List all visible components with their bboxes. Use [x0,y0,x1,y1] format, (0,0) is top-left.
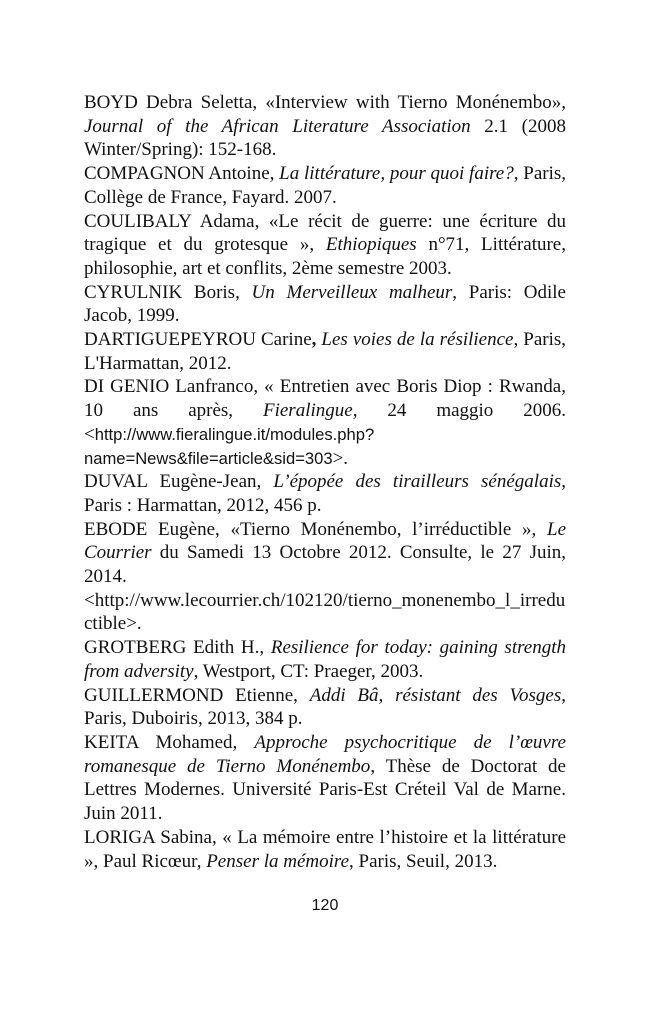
entry-text: DUVAL Eugène-Jean, [84,471,274,493]
bibliography-entry [84,518,566,637]
bibliography-entry [84,470,566,517]
page-number: 120 [311,897,339,914]
bibliography-list [84,91,566,873]
entry-title: Ethiopiques [325,234,417,256]
bibliography-entry [84,162,566,209]
entry-title: Addi Bâ, résistant des Vosges [309,684,562,706]
bibliography-entry [84,636,566,683]
entry-text: LORIGA Sabina, « La mémoire entre l’histoire et la littérature », Paul Ricœur, [84,826,566,872]
bibliography-entry [84,375,566,470]
entry-text: , 24 maggio 2006. < [84,400,566,445]
entry-text: DI GENIO Lanfranco, « Entretien avec Boris Diop : Rwanda, 10 ans après, [84,376,566,422]
entry-text: BOYD Debra Seletta, «Interview with Tierno Monénembo», [84,92,566,113]
bibliography-entry [84,684,566,731]
entry-title: L’épopée des tirailleurs sénégalais [273,471,562,493]
entry-text: , Paris: Odile Jacob, 1999. [84,281,566,327]
bibliography-entry [84,210,566,281]
entry-text: GROTBERG Edith H., [84,637,271,659]
entry-text: EBODE Eugène, «Tierno Monénembo, l’irréductible », [84,518,547,540]
bibliography-entry [84,731,566,826]
bibliography-entry [84,91,566,162]
bibliography-entry [84,281,566,328]
entry-text: DARTIGUEPEYROU Carine [84,329,312,351]
entry-title: Fieralingue [262,400,353,422]
entry-title: Un Merveilleux malheur [251,281,453,303]
bibliography-entry [84,826,566,873]
entry-text: , Paris, L'Harmattan, 2012. [84,329,566,374]
entry-text: CYRULNIK Boris, [84,281,252,303]
entry-title: Penser la mémoire [206,850,350,872]
entry-text: COULIBALY Adama, «Le récit de guerre: une écriture du tragique et du grotesque », [84,210,566,256]
entry-text: 2.1 (2008 Winter/Spring): 152-168. [84,115,567,161]
entry-title: Les voies de la résilience [321,329,514,351]
entry-text: , Thèse de Doctorat de Lettres Modernes. Université Paris-Est Créteil Val de Marne. Juin 2011. [84,755,566,825]
entry-url: http://www.fieralingue.it/modules.php?name=News&file=article&sid=303 [84,424,375,468]
entry-text: COMPAGNON Antoine, [84,163,280,185]
entry-text: , Westport, CT: Praeger, 2003. [193,660,424,682]
entry-title: La littérature, pour quoi faire? [279,163,514,185]
entry-bold-text: , [311,329,317,351]
entry-text: du Samedi 13 Octobre 2012. Consulte, le 27 Juin, 2014. <http://www.lecourrier.ch/102120/tierno_monenembo_l_irreductible>. [84,542,566,635]
entry-title: Le Courrier [84,518,566,564]
entry-title: Resilience for today: gaining strength from adversity [84,637,566,682]
entry-text: , Paris, Seuil, 2013. [349,850,498,872]
entry-text: KEITA Mohamed, [84,731,255,753]
entry-title: Journal of the African Literature Association [84,115,471,137]
entry-text: , Paris, Collège de France, Fayard. 2007. [84,163,567,208]
entry-title: Approche psychocritique de l’œuvre romanesque de Tierno Monénembo [84,731,566,777]
entry-text: n°71, Littérature, philosophie, art et conflits, 2ème semestre 2003. [84,234,566,279]
entry-text: GUILLERMOND Etienne, [84,684,310,706]
entry-text: , Paris : Harmattan, 2012, 456 p. [84,471,566,516]
bibliography-entry [84,328,566,375]
entry-text: , Paris, Duboiris, 2013, 384 p. [84,684,566,730]
entry-text: >. [332,447,349,469]
